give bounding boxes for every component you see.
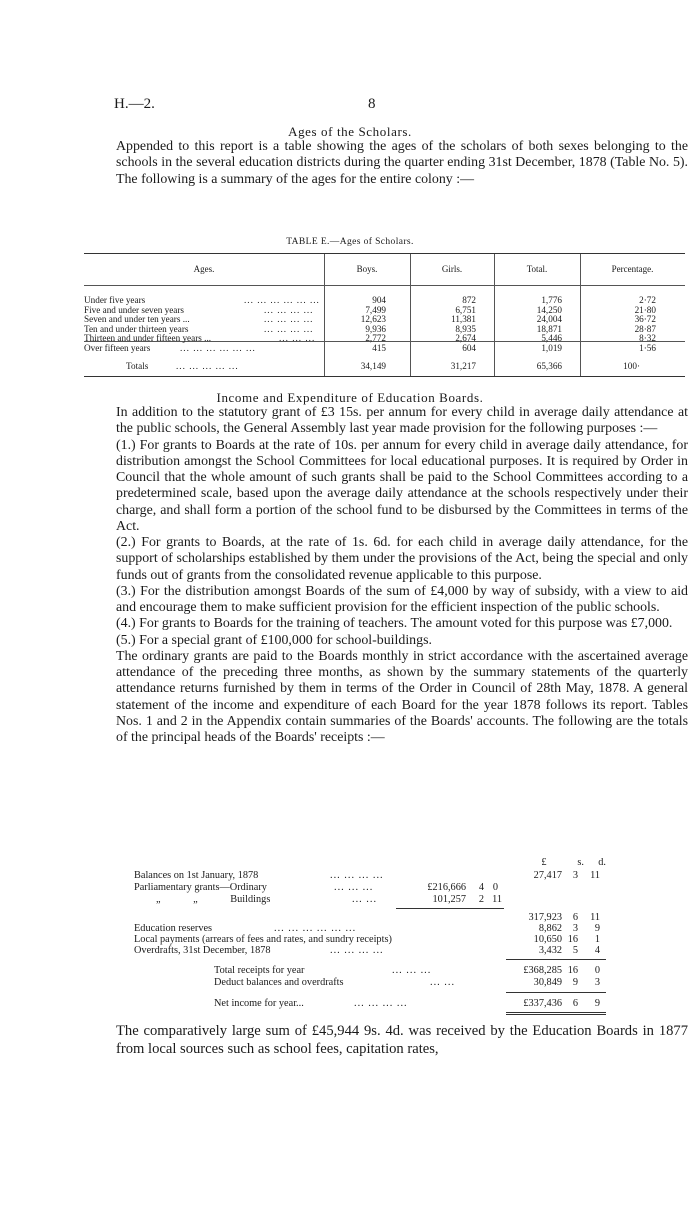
ages-intro-text: Appended to this report is a table showing the ages of the scholars of both sexes belonging to the schools in the several education districts during the quarter ending 31st December, 1878 (Table No. 5). The following is a summary of the ages for the entire colony :—: [116, 139, 688, 187]
header-ages: Ages.: [193, 264, 215, 274]
provision-4: (4.) For grants to Boards for the training of teachers. The amount voted for this purpose was £7,000.: [116, 616, 673, 632]
income-intro: In addition to the statutory grant of £3 15s. per annum for every child in average daily attendance at the public schools, the General Assembly last year made provision for the following purposes :—: [116, 405, 688, 437]
ordinary-grants-paragraph: The ordinary grants are paid to the Boards monthly in strict accordance with the ascertained average attendance of the preceding three months, as shown by the summary statements of the quarterly attendance returns furnished by them in terms of the Order in Council of 28th May, 1878. A general statement of the income and expenditure of each Board for the year 1878 follows its report. Tables Nos. 1 and 2 in the Appendix contain summaries of the Boards' accounts. The following are the totals of the principal heads of the Boards' receipts :—: [116, 648, 688, 745]
table-row: Thirteen and under fifteen years ... ... ... ... 2,772 2,674 5,446 8·32: [84, 333, 656, 343]
provision-5: (5.) For a special grant of £100,000 for school-buildings.: [116, 632, 432, 648]
header-percentage: Percentage.: [611, 264, 654, 274]
table-caption: TABLE E.—Ages of Scholars.: [286, 237, 414, 247]
account-row: Local payments (arrears of fees and rates, and sundry receipts) 10,650 16 1: [134, 934, 600, 945]
section-title-ages: Ages of the Scholars.: [288, 124, 412, 139]
header-total: Total.: [526, 264, 548, 274]
closing-text: The comparatively large sum of £45,944 9s. 4d. was received by the Education Boards in 1877 from local sources such as school fees, capitation rates,: [116, 1023, 688, 1057]
table-row: Ten and under thirteen years ... ... ... ... 9,936 8,935 18,871 28·87: [84, 323, 656, 334]
header-girls: Girls.: [441, 264, 463, 274]
ages-intro-paragraph: [116, 139, 688, 188]
table-row: Seven and under ten years ... ... ... ... ... 12,623 11,381 24,004 36·72: [84, 314, 656, 324]
account-net-row: Net income for year... ... ... ... ... £337,436 6 9: [214, 998, 600, 1009]
account-row: „ „ Buildings ... ... 101,257 2 11: [156, 894, 502, 905]
section-title-income: Income and Expenditure of Education Boards.: [216, 390, 484, 405]
table-row: Five and under seven years ... ... ... ... 7,499 6,751 14,250 21·80: [84, 304, 656, 315]
account-row: 317,923 6 11: [528, 912, 600, 923]
provision-3: (3.) For the distribution amongst Boards of the sum of £4,000 by way of subsidy, with a view to aid and encourage them to make sufficient provision for the efficient inspection of the public schools.: [116, 583, 688, 615]
table-row: Under five years ... ... ... ... ... ... 904 872 1,776 2·72: [84, 295, 656, 305]
ages-table: [84, 253, 685, 377]
closing-paragraph: [116, 1022, 688, 1058]
income-paragraphs: [116, 405, 688, 746]
document-code: H.—2.: [114, 96, 155, 112]
account-row: Total receipts for year ... ... ... £368,285 16 0: [214, 965, 600, 976]
account-row: Education reserves ... ... ... ... ... ... 8,862 3 9: [134, 923, 600, 934]
page-number: 8: [368, 96, 376, 112]
header-boys: Boys.: [356, 264, 378, 274]
page-header: [114, 96, 584, 116]
account-row: Balances on 1st January, 1878 ... ... ... ... 27,417 3 11: [134, 870, 600, 881]
table-row: Over fifteen years ... ... ... ... ... ... 415 604 1,019 1·56: [84, 342, 656, 353]
receipts-account: £ s. d. Balances on 1st January, 1878 ... ... ... ... 27,417 3 11 Parliamentary grants—Ordinary ... ... ... £216,666 4 0 „ „ Buildings ... ... 101,257 2 11 317,923 6 11 Education reserves ... ... ... ... ... ... 8,862 3 9 Local payments (arrears of fees and rates, and sundry receipts) 10,650 16 1 Overdrafts, 31st December, 1878 ... ... ... ... 3,432 5 4 Total receipts for year ... ... ... £368,285 16 0 Deduct balances and overdrafts ... ... 30,849 9 3 Net income for year... ... ... ... ... £337,436 6 9: [134, 857, 624, 1082]
account-row: Parliamentary grants—Ordinary ... ... ... £216,666 4 0: [134, 882, 498, 893]
table-totals-row: Totals ... ... ... ... ... 34,149 31,217 65,366 100·: [126, 361, 640, 371]
account-row: Deduct balances and overdrafts ... ... 30,849 9 3: [214, 977, 600, 988]
provision-2: (2.) For grants to Boards, at the rate of 1s. 6d. for each child in average daily attendance, for the support of scholarships established by them under the provisions of the Act, being the special and only funds out of grants from the consolidated revenue applicable to this purpose.: [116, 535, 688, 583]
provision-1: (1.) For grants to Boards at the rate of 10s. per annum for every child in average daily attendance, for distribution amongst the School Committees for local educational purposes. It is required by Order in Council that the whole amount of such grants shall be paid to the School Committees according to a predetermined scale, based upon the average daily attendance at the schools respectively under their charge, and shall form a portion of the school fund to be disbursed by the Committees in terms of the Act.: [116, 437, 688, 534]
account-row: Overdrafts, 31st December, 1878 ... ... ... ... 3,432 5 4: [134, 945, 600, 956]
